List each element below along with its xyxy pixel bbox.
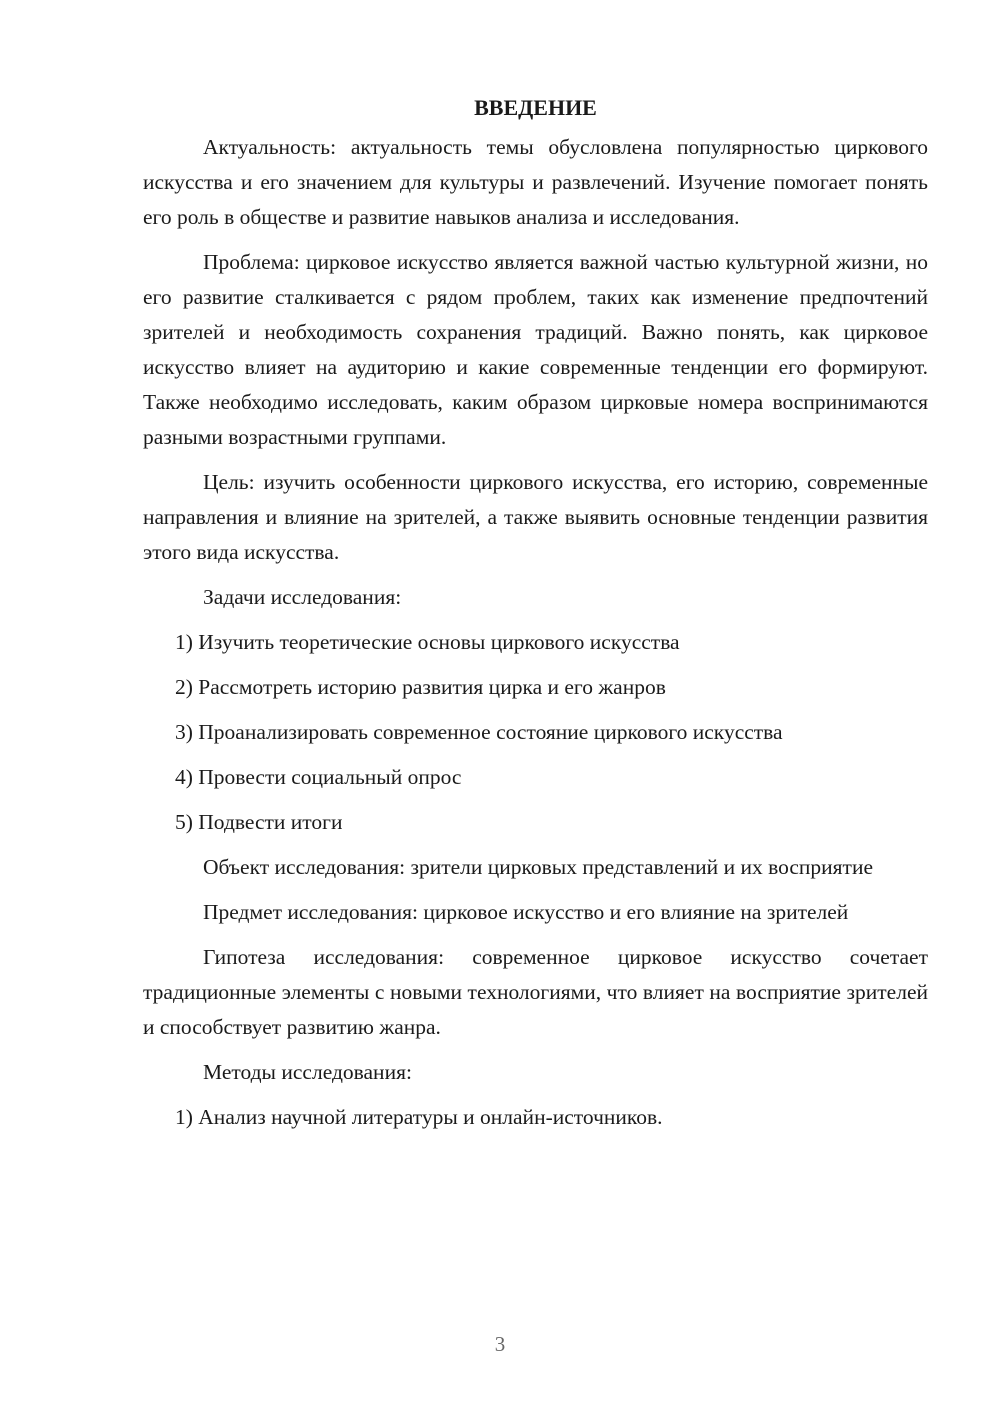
paragraph-problem: Проблема: цирковое искусство является важной частью культурной жизни, но его развитие сталкивается с рядом проблем, таких как изменение предпочтений зрителей и необходимость сохранения традиций. Важно понять, как цирковое искусство влияет на аудиторию и какие современные тенденции его формируют. Также необходимо исследовать, каким образом цирковые номера воспринимаются разными возрастными группами. — [143, 250, 928, 449]
paragraph-relevance: Актуальность: актуальность темы обусловлена популярностью циркового искусства и его значением для культуры и развлечений. Изучение помогает понять его роль в обществе и развитие навыков анализа и исследования. — [143, 135, 928, 229]
paragraph-subject: Предмет исследования: цирковое искусство и его влияние на зрителей — [203, 900, 849, 924]
task-item: 2) Рассмотреть историю развития цирка и его жанров — [175, 675, 666, 699]
task-item: 3) Проанализировать современное состояние циркового искусства — [175, 720, 783, 744]
paragraph-hypothesis: Гипотеза исследования: современное цирковое искусство сочетает традиционные элементы с новыми технологиями, что влияет на восприятие зрителей и способствует развитию жанра. — [143, 945, 928, 1039]
paragraph-object: Объект исследования: зрители цирковых представлений и их восприятие — [203, 855, 874, 879]
method-item: 1) Анализ научной литературы и онлайн-источников. — [175, 1105, 663, 1129]
task-item: 5) Подвести итоги — [175, 810, 343, 834]
paragraph-goal: Цель: изучить особенности циркового искусства, его историю, современные направления и влияние на зрителей, а также выявить основные тенденции развития этого вида искусства. — [143, 470, 928, 564]
section-title: ВВЕДЕНИЕ — [474, 95, 597, 120]
task-item: 1) Изучить теоретические основы циркового искусства — [175, 630, 680, 654]
document-page — [143, 90, 928, 1145]
methods-heading: Методы исследования: — [203, 1060, 412, 1084]
task-item: 4) Провести социальный опрос — [175, 765, 462, 789]
page-number: 3 — [494, 1332, 506, 1356]
tasks-heading: Задачи исследования: — [203, 585, 402, 609]
